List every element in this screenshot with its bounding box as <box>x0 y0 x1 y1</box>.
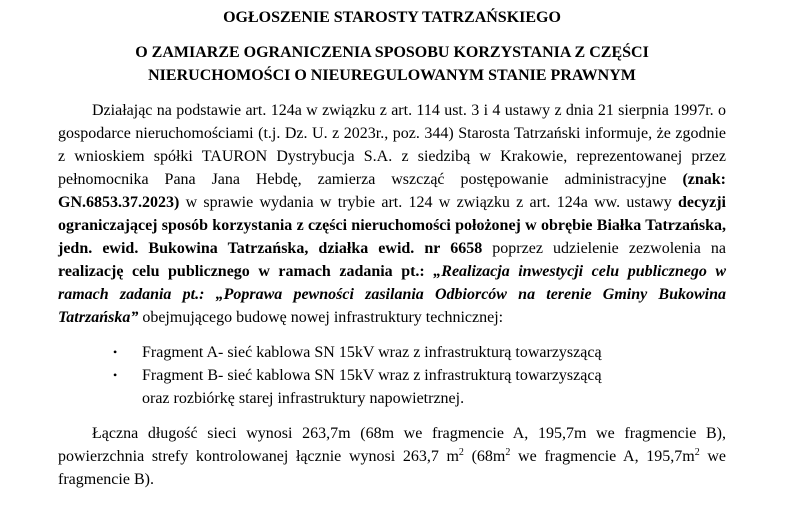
paragraph1-part1: Działając na podstawie art. 124a w związku z art. 114 ust. 3 i 4 ustawy z dnia 21 sierpnia 1997r. o gospodarce nieruchomościami (t.j. Dz. U. z 2023r., poz. 344) Starosta Tatrzański informuje, że zgodnie z wnioskiem spółki TAURON Dystrybucja S.A. z siedzibą w Krakowie, reprezentowanej przez pełnomocnika Pana Jana Hebdę, zamierza wszcząć postępowanie administracyjne <box>58 102 726 188</box>
announcement-subtitle <box>58 41 726 87</box>
paragraph2-part3: we fragmencie A, 195,7m <box>510 448 695 465</box>
paragraph2-part2: (68m <box>463 448 506 465</box>
fragment-b-text-continued: oraz rozbiórkę starej infrastruktury napowietrznej. <box>142 390 465 407</box>
paragraph2-part1: Łączna długość sieci wynosi 263,7m (68m we fragmencie A, 195,7m we fragmencie B), powierzchnia strefy kontrolowanej łącznie wynosi 263,7 m <box>58 425 726 465</box>
case-number: (znak: GN.6853.37.2023) <box>58 171 726 211</box>
bullet-icon: • <box>113 345 118 359</box>
fragment-b-text: Fragment B- sieć kablowa SN 15kV wraz z infrastrukturą towarzyszącą <box>142 367 602 384</box>
list-item <box>58 364 726 410</box>
public-purpose: realizację celu publicznego w ramach zadania pt.: <box>58 263 425 280</box>
list-item <box>58 341 726 364</box>
bullet-icon: • <box>113 368 118 382</box>
fragment-list <box>58 341 726 410</box>
superscript-3: 2 <box>694 447 700 458</box>
document-page <box>58 6 726 491</box>
legal-basis-paragraph <box>58 99 726 329</box>
task-name: „Realizacja inwestycji celu publicznego w ramach zadania pt.: „Poprawa pewności zasilania Odbiorców na terenie Gminy Bukowina Tatrzańska” <box>58 263 727 326</box>
length-area-paragraph <box>58 422 726 491</box>
fragment-a-text: Fragment A- sieć kablowa SN 15kV wraz z infrastrukturą towarzyszącą <box>142 344 602 361</box>
subtitle-line-2: NIERUCHOMOŚCI O NIEUREGULOWANYM STANIE PRAWNYM <box>148 67 636 84</box>
paragraph2-part4: we fragmencie B). <box>58 448 727 488</box>
paragraph1-part3: poprzez udzielenie zezwolenia na <box>482 240 726 257</box>
decision-description: decyzji ograniczającej sposób korzystania z części nieruchomości położonej w obrębie Białka Tatrzańska, jedn. ewid. Bukowina Tatrzańska, działka ewid. nr 6658 <box>58 194 726 257</box>
paragraph1-part4: obejmującego budowę nowej infrastruktury technicznej: <box>138 309 504 326</box>
announcement-title: OGŁOSZENIE STAROSTY TATRZAŃSKIEGO <box>223 9 561 26</box>
superscript-2: 2 <box>505 447 511 458</box>
subtitle-line-1: O ZAMIARZE OGRANICZENIA SPOSOBU KORZYSTANIA Z CZĘŚCI <box>135 44 649 61</box>
superscript-1: 2 <box>458 447 464 458</box>
paragraph1-part2: w sprawie wydania w trybie art. 124 w związku z art. 124a ww. ustawy <box>179 194 679 211</box>
